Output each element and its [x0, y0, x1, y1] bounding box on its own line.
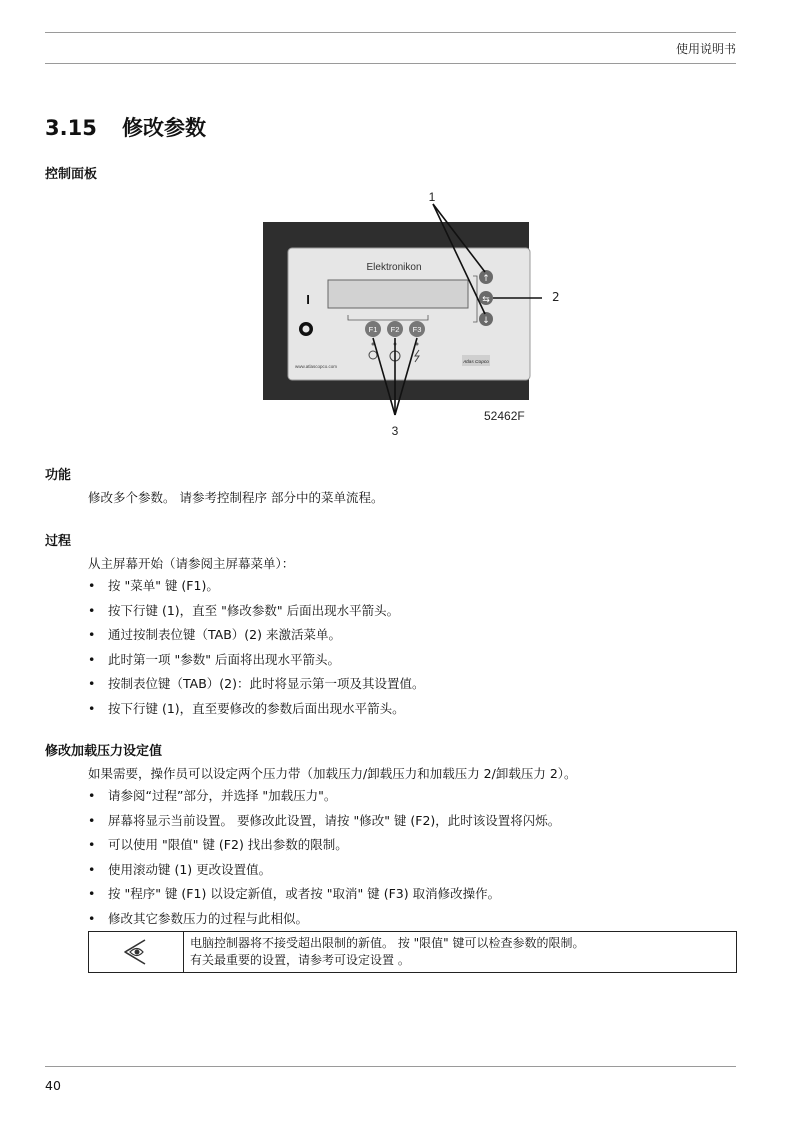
section-number: 3.15 — [45, 116, 97, 140]
list-item: • 按下行键 (1)，直至要修改的参数后面出现水平箭头。 — [88, 700, 405, 716]
footer-rule — [45, 1066, 736, 1067]
list-item: • 可以使用 "限值" 键 (F2) 找出参数的限制。 — [88, 837, 348, 853]
section-title-text: 修改参数 — [122, 116, 206, 140]
note-box — [88, 931, 737, 973]
atlas-copco-logo-text: Atlas Copco — [463, 360, 489, 365]
list-item: • 修改其它参数压力的过程与此相似。 — [88, 910, 309, 926]
list-item: • 按 "菜单" 键 (F1)。 — [88, 578, 219, 593]
note-text — [184, 932, 591, 972]
up-key[interactable] — [479, 270, 493, 284]
function-key-f2-label: F2 — [390, 325, 400, 334]
procedure-heading: 过程 — [45, 534, 72, 549]
eye-notice-icon — [121, 937, 151, 967]
load-pressure-intro: 如果需要，操作员可以设定两个压力带（加载压力/卸载压力和加载压力 2/卸载压力 2）。 — [88, 766, 577, 781]
function-key-f1[interactable] — [365, 321, 381, 337]
svg-text:⇆: ⇆ — [482, 295, 490, 305]
function-heading: 功能 — [45, 468, 72, 483]
header-rule-top — [45, 32, 736, 33]
panel-website: www.atlascopco.com — [295, 364, 338, 369]
page-number: 40 — [45, 1078, 61, 1093]
callout-3: 3 — [391, 424, 399, 438]
function-key-f2[interactable] — [387, 321, 403, 337]
list-item: • 按制表位键（TAB）(2)：此时将显示第一项及其设置值。 — [88, 676, 425, 692]
svg-text:↓: ↓ — [482, 316, 490, 326]
panel-display — [328, 280, 468, 308]
control-panel-heading: 控制面板 — [45, 167, 98, 182]
function-key-f3[interactable] — [409, 321, 425, 337]
section-title — [45, 112, 206, 142]
list-item: • 此时第一项 "参数" 后面将出现水平箭头。 — [88, 651, 340, 667]
tab-key[interactable] — [479, 291, 493, 305]
load-pressure-steps — [88, 786, 560, 934]
figure-id: 52462F — [484, 409, 525, 423]
load-pressure-heading: 修改加载压力设定值 — [45, 744, 163, 759]
function-key-f3-label: F3 — [412, 325, 422, 334]
function-key-f1-label: F1 — [368, 325, 378, 334]
list-item: • 通过按制表位键（TAB）(2) 来激活菜单。 — [88, 627, 341, 643]
callout-1: 1 — [428, 190, 436, 204]
list-item: • 按下行键 (1)，直至 "修改参数" 后面出现水平箭头。 — [88, 602, 400, 618]
note-icon-cell — [89, 932, 184, 972]
panel-brand: Elektronikon — [366, 262, 422, 273]
note-line-1: 电脑控制器将不接受超出限制的新值。 按 "限值" 键可以检查参数的限制。 — [190, 936, 585, 950]
header-title: 使用说明书 — [675, 42, 736, 56]
procedure-intro: 从主屏幕开始（请参阅主屏幕菜单）： — [88, 556, 295, 571]
down-key[interactable] — [479, 312, 493, 326]
list-item: • 按 "程序" 键 (F1) 以设定新值，或者按 "取消" 键 (F3) 取消修改操作。 — [88, 886, 501, 902]
svg-text:I: I — [306, 292, 310, 307]
function-text: 修改多个参数。 请参考控制程序 部分中的菜单流程。 — [88, 490, 384, 505]
svg-text:↑: ↑ — [482, 274, 490, 284]
note-line-2: 有关最重要的设置，请参考可设定设置 。 — [190, 953, 410, 967]
control-panel-figure — [262, 190, 542, 440]
list-item: • 请参阅“过程”部分，并选择 "加载压力"。 — [88, 788, 337, 803]
atlas-copco-logo — [462, 355, 490, 366]
procedure-steps — [88, 576, 425, 724]
list-item: • 屏幕将显示当前设置。 要修改此设置，请按 "修改" 键 (F2)，此时该设置将闪烁。 — [88, 812, 561, 828]
callout-2: 2 — [552, 290, 560, 304]
header-rule-bottom — [45, 63, 736, 64]
list-item: • 使用滚动键 (1) 更改设置值。 — [88, 861, 272, 877]
stop-button[interactable] — [299, 322, 313, 336]
